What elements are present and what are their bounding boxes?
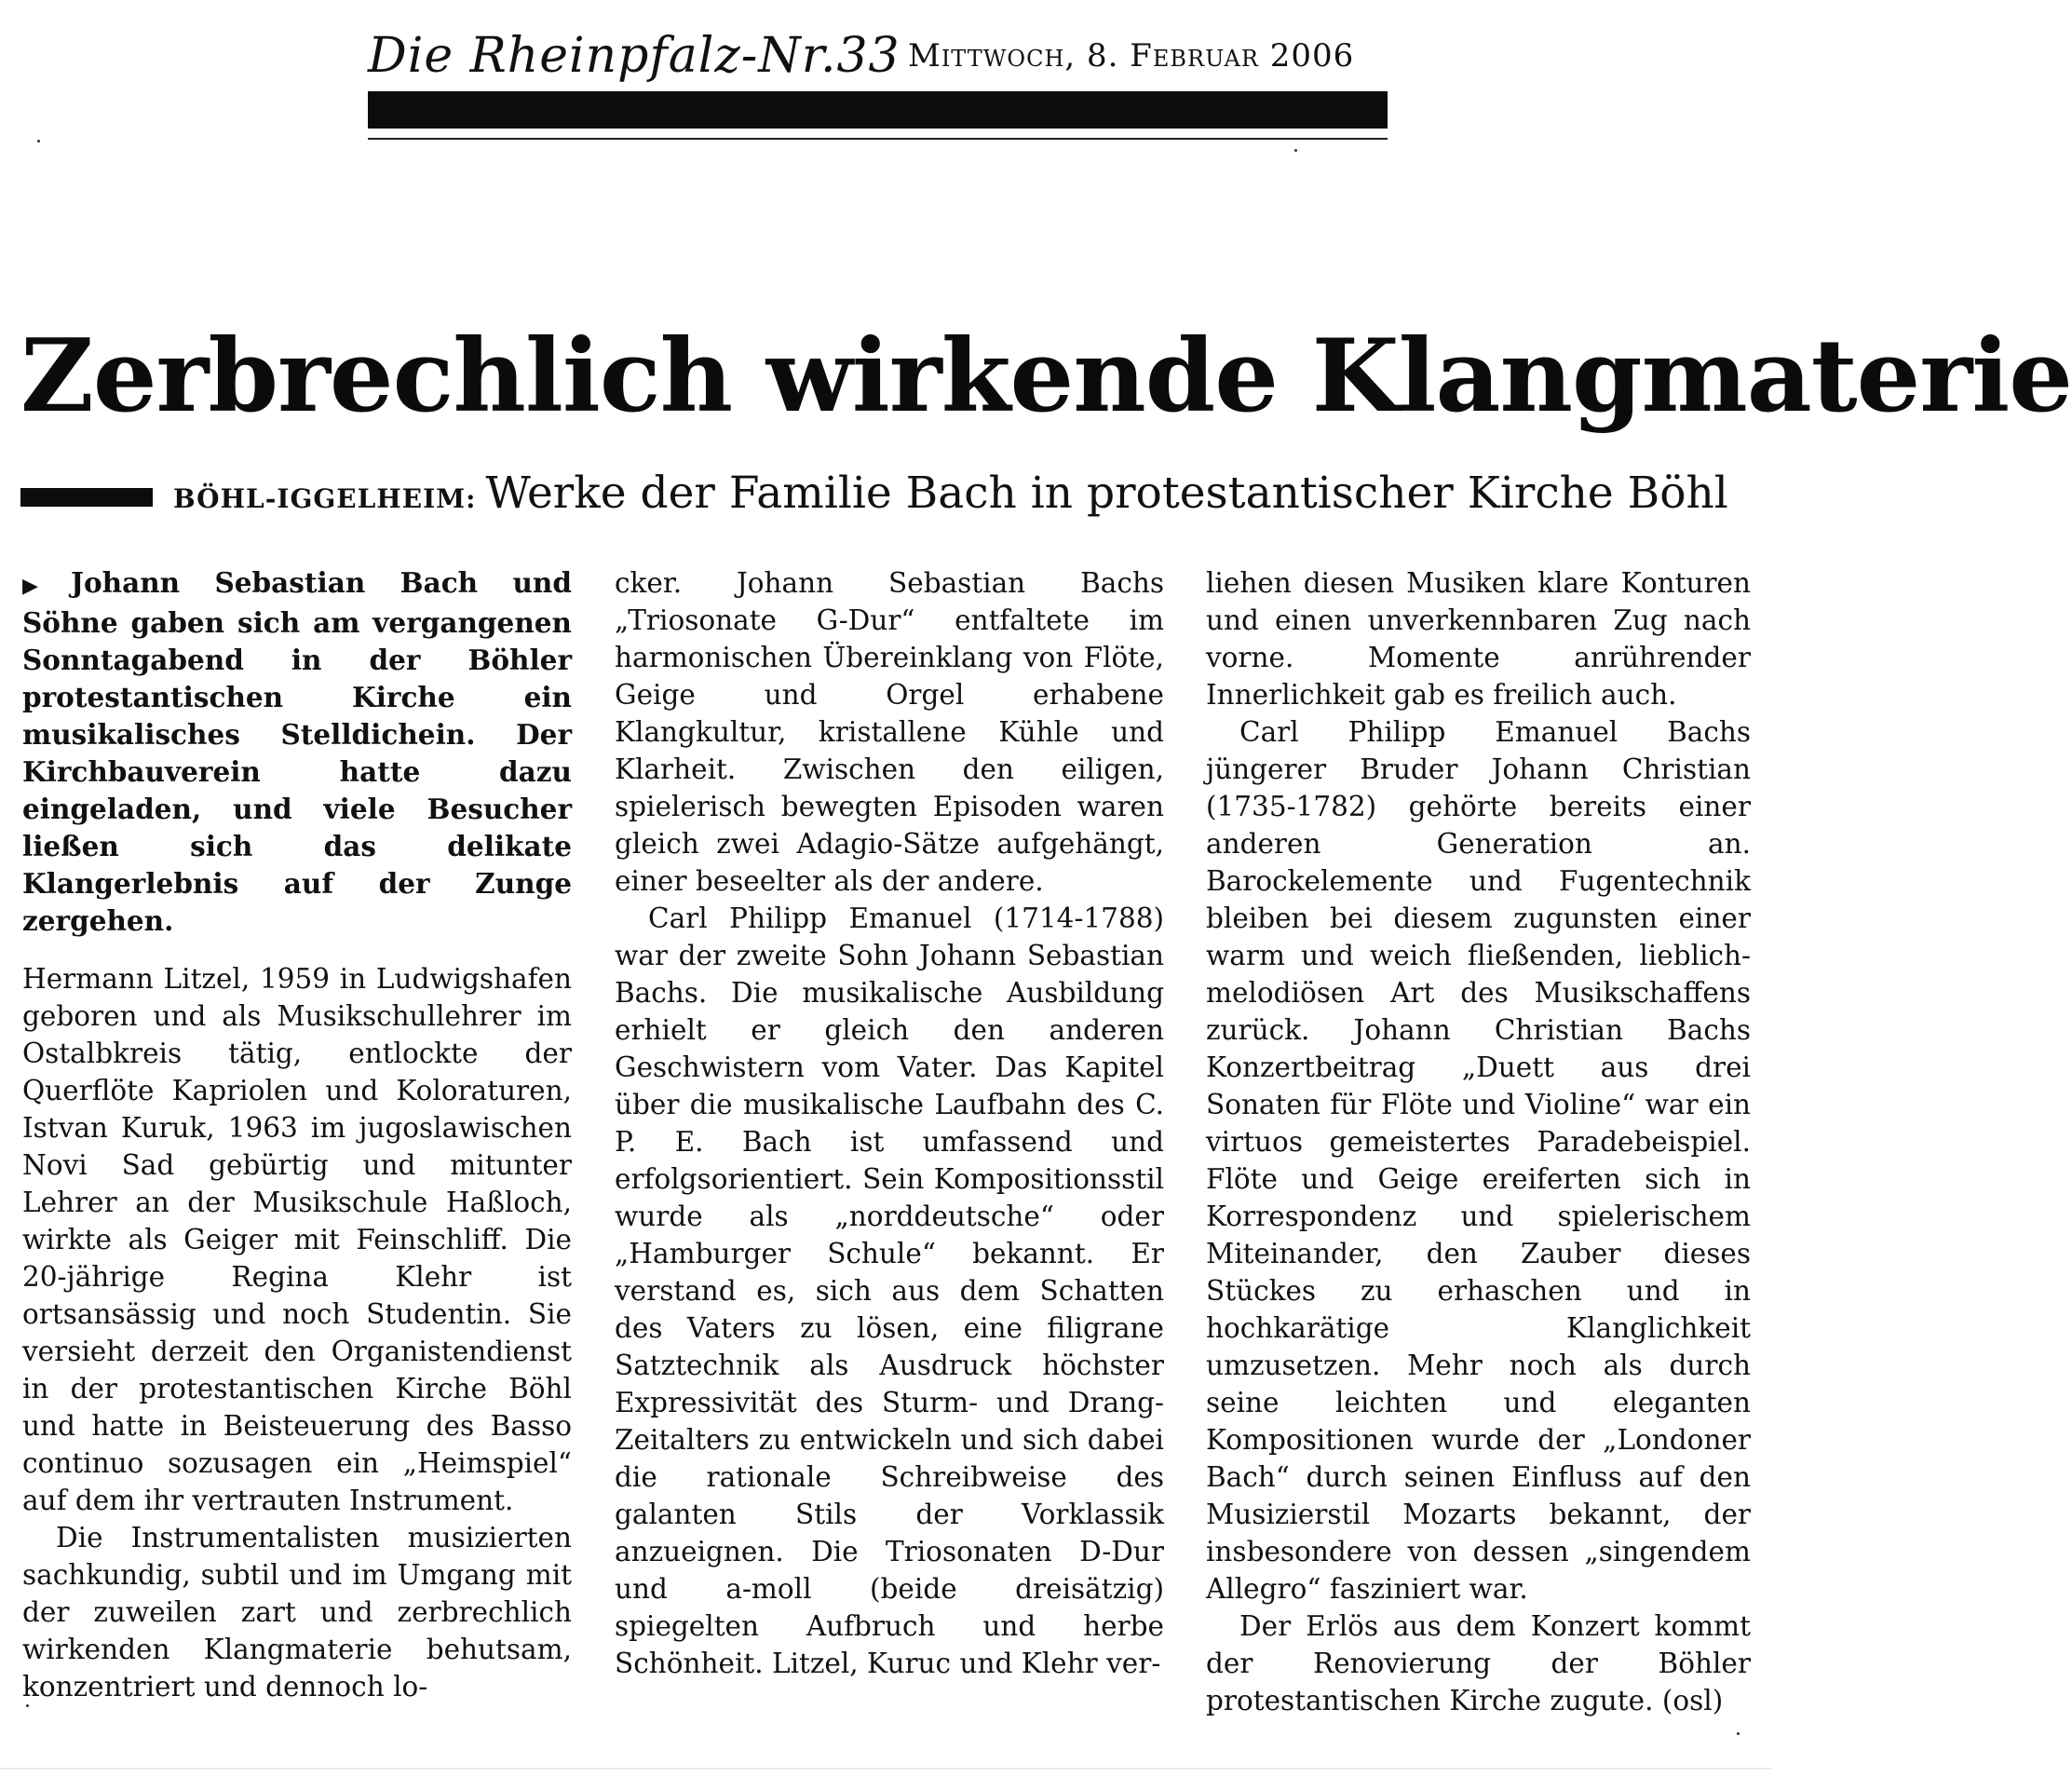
triangle-right-icon: ▶ bbox=[22, 574, 64, 598]
paragraph: Die Instrumentalisten musizierten sachkundig, subtil und im Umgang mit der zuweilen zart und zerbrechlich wirkenden Klangmaterie behutsam, konzentriert und dennoch lo- bbox=[22, 1522, 572, 1702]
scan-speck bbox=[26, 1704, 29, 1707]
lead-text: Johann Sebastian Bach und Söhne gaben sich am vergangenen Sonntagabend in der Böhler protestantischen Kirche ein musikalisches Stelldichein. Der Kirchbauverein hatte dazu eingeladen, und viele Besucher ließen sich das delikate Klangerlebnis auf der Zunge zergehen. bbox=[22, 566, 572, 937]
masthead-bar bbox=[368, 91, 1388, 129]
scan-speck bbox=[37, 140, 40, 142]
publication-handwritten: Die Rheinpfalz-Nr.33 bbox=[368, 28, 901, 84]
paragraph: Der Erlös aus dem Konzert kommt der Renovierung der Böhler protestantischen Kirche zugute. (osl) bbox=[1206, 1610, 1751, 1716]
paragraph: cker. Johann Sebastian Bachs „Triosonate G-Dur“ entfaltete im harmonischen Übereinklang von Flöte, Geige und Orgel erhabene Klangkultur, kristallene Kühle und Klarheit. Zwischen den eiligen, spielerisch bewegten Episoden waren gleich zwei Adagio-Sätze aufgehängt, einer beseelter als der andere. bbox=[615, 567, 1164, 897]
headline: Zerbrechlich wirkende Klangmaterie bbox=[20, 318, 2072, 435]
column-3 bbox=[1206, 564, 1751, 1719]
lead-paragraph bbox=[22, 564, 572, 940]
subheadline: Werke der Familie Bach in protestantischer Kirche Böhl bbox=[485, 468, 1728, 519]
column-2 bbox=[615, 564, 1164, 1682]
column-1 bbox=[22, 564, 572, 1705]
bottom-edge bbox=[0, 1768, 1771, 1770]
dateline: BÖHL-IGGELHEIM: bbox=[173, 483, 477, 514]
paragraph: liehen diesen Musiken klare Konturen und einen unverkennbaren Zug nach vorne. Momente anrührender Innerlichkeit gab es freilich auch. bbox=[1206, 567, 1751, 711]
kicker bbox=[173, 468, 1728, 520]
paragraph: Hermann Litzel, 1959 in Ludwigshafen geboren und als Musikschullehrer im Ostalbkreis tätig, entlockte der Querflöte Kapriolen und Koloraturen, Istvan Kuruk, 1963 im jugoslawischen Novi Sad gebürtig und mitunter Lehrer an der Musikschule Haßloch, wirkte als Geiger mit Feinschliff. Die 20-jährige Regina Klehr ist ortsansässig und noch Studentin. Sie versieht derzeit den Organistendienst in der protestantischen Kirche Böhl und hatte in Beisteuerung des Basso continuo sozusagen ein „Heimspiel“ auf dem ihr vertrauten Instrument. bbox=[22, 963, 572, 1516]
scan-speck bbox=[1737, 1732, 1740, 1735]
paragraph: Carl Philipp Emanuel Bachs jüngerer Bruder Johann Christian (1735-1782) gehörte bereits einer anderen Generation an. Barockelemente und Fugentechnik bleiben bei diesem zugunsten einer warm und weich fließenden, lieblich-melodiösen Art des Musikschaffens zurück. Johann Christian Bachs Konzertbeitrag „Duett aus drei Sonaten für Flöte und Violine“ war ein virtuos gemeistertes Paradebeispiel. Flöte und Geige ereiferten sich in Korrespondenz und spielerischem Miteinander, den Zauber dieses Stückes zu erhaschen und in hochkarätige Klanglichkeit umzusetzen. Mehr noch als durch seine leichten und eleganten Kompositionen wurde der „Londoner Bach“ durch seinen Einfluss auf den Musizierstil Mozarts bekannt, der insbesondere von dessen „singendem Allegro“ fasziniert war. bbox=[1206, 716, 1751, 1605]
scan-speck bbox=[1294, 149, 1297, 152]
kicker-bar bbox=[20, 488, 153, 507]
issue-date: Mittwoch, 8. Februar 2006 bbox=[908, 37, 1355, 75]
paragraph: Carl Philipp Emanuel (1714-1788) war der zweite Sohn Johann Sebastian Bachs. Die musikalische Ausbildung erhielt er gleich den anderen Geschwistern vom Vater. Das Kapitel über die musikalische Laufbahn des C. P. E. Bach ist umfassend und erfolgsorientiert. Sein Kompositionsstil wurde als „norddeutsche“ oder „Hamburger Schule“ bekannt. Er verstand es, sich aus dem Schatten des Vaters zu lösen, eine filigrane Satztechnik als Ausdruck höchster Expressivität des Sturm- und Drang-Zeitalters zu entwickeln und sich dabei die rationale Schreibweise des galanten Stils der Vorklassik anzueignen. Die Triosonaten D-Dur und a-moll (beide dreisätzig) spiegelten Aufbruch und herbe Schönheit. Litzel, Kuruc und Klehr ver- bbox=[615, 902, 1164, 1679]
masthead-rule bbox=[368, 138, 1388, 140]
